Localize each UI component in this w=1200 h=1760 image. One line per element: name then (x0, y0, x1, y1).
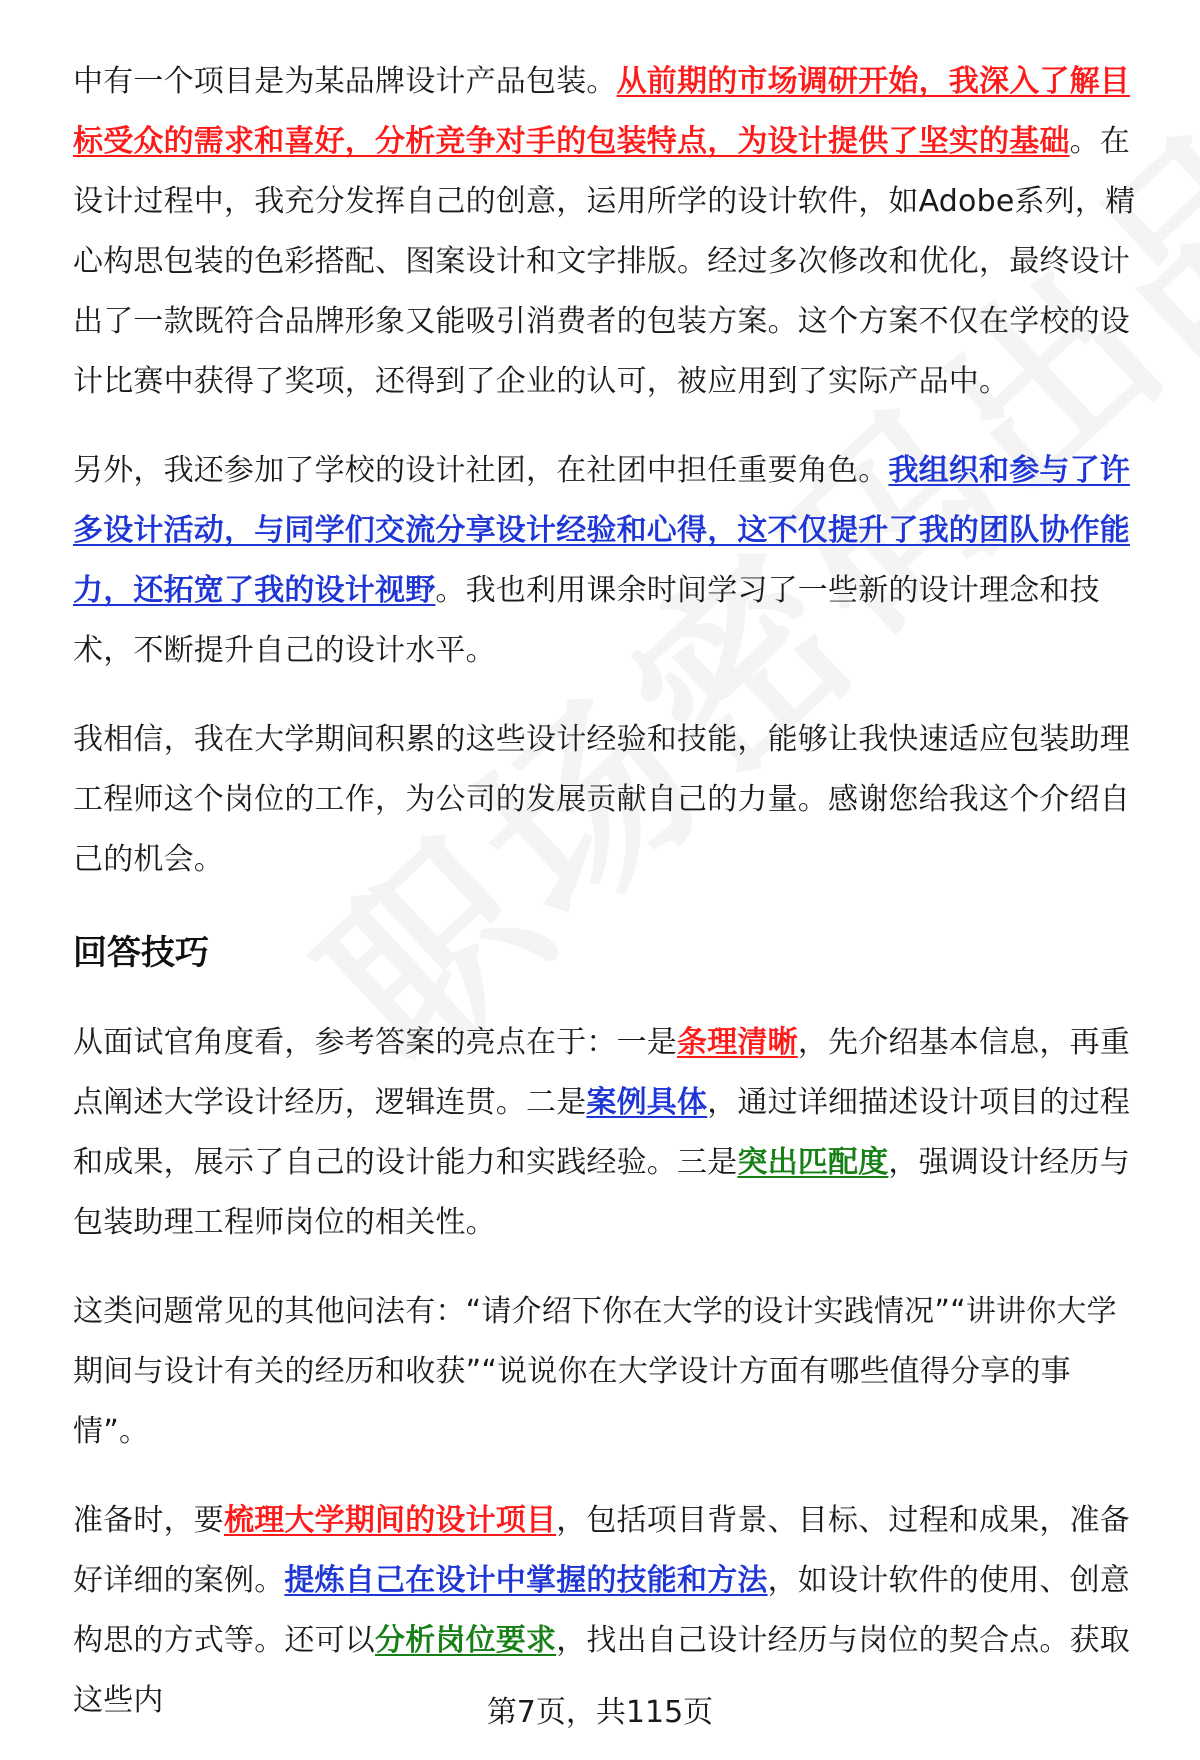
text-segment: 中有一个项目是为某品牌设计产品包装。 (73, 64, 617, 99)
highlight-blue: 提炼自己在设计中掌握的技能和方法 (284, 1563, 768, 1598)
highlight-blue: 我组织和参与了许多设计活动，与同学们交流分享设计经验和心得，这不仅提升了我的团队协作能力，还拓宽了我的设计视野 (73, 453, 1131, 608)
tips-paragraphs (73, 1013, 1145, 1731)
answer-paragraph (73, 710, 1145, 890)
highlight-red: 从前期的市场调研开始，我深入了解目标受众的需求和喜好，分析竞争对手的包装特点，为设计提供了坚实的基础 (73, 64, 1131, 159)
highlight-green: 分析岗位要求 (375, 1623, 557, 1658)
section-title: 回答技巧 (73, 933, 209, 973)
page-content (73, 52, 1145, 1760)
text-segment: ，通过详细描述设计项目的过程和成果，展示了自己的设计能力和实践经验。三是 (73, 1085, 1131, 1180)
page-number-footer: 第7页，共115页 (486, 1695, 714, 1730)
text-segment: ，强调设计经历与包装助理工程师岗位的相关性。 (73, 1145, 1131, 1240)
text-segment: ，包括项目背景、目标、过程和成果，准备好详细的案例。 (73, 1503, 1131, 1598)
highlight-blue: 案例具体 (586, 1085, 708, 1120)
text-segment: ，如设计软件的使用、创意构思的方式等。还可以 (73, 1563, 1131, 1658)
text-segment: ，找出自己设计经历与岗位的契合点。获取这些内 (73, 1623, 1131, 1718)
highlight-red: 条理清晰 (677, 1025, 798, 1060)
text-segment: 这类问题常见的其他问法有：“请介绍下你在大学的设计实践情况”“讲讲你大学期间与设计有关的经历和收获”“说说你在大学设计方面有哪些值得分享的事情”。 (73, 1294, 1117, 1449)
tip-paragraph (73, 1282, 1145, 1462)
highlight-green: 突出匹配度 (737, 1145, 889, 1180)
text-segment: 准备时，要 (73, 1503, 224, 1538)
text-segment: 。我也利用课余时间学习了一些新的设计理念和技术，不断提升自己的设计水平。 (73, 573, 1100, 668)
text-segment: 另外，我还参加了学校的设计社团，在社团中担任重要角色。 (73, 453, 889, 488)
text-segment: 从面试官角度看，参考答案的亮点在于：一是 (73, 1025, 677, 1060)
answer-paragraph (73, 441, 1145, 681)
highlight-red: 梳理大学期间的设计项目 (224, 1503, 557, 1538)
tip-paragraph (73, 1013, 1145, 1253)
answer-paragraphs (73, 52, 1145, 890)
text-segment: ，先介绍基本信息，再重点阐述大学设计经历，逻辑连贯。二是 (73, 1025, 1131, 1120)
text-segment: 我相信，我在大学期间积累的这些设计经验和技能，能够让我快速适应包装助理工程师这个岗位的工作，为公司的发展贡献自己的力量。感谢您给我这个介绍自己的机会。 (73, 722, 1130, 877)
answer-paragraph (73, 52, 1145, 412)
text-segment: 。在设计过程中，我充分发挥自己的创意，运用所学的设计软件，如Adobe系列，精心构思包装的色彩搭配、图案设计和文字排版。经过多次修改和优化，最终设计出了一款既符合品牌形象又能吸引消费者的包装方案。这个方案不仅在学校的设计比赛中获得了奖项，还得到了企业的认可，被应用到了实际产品中。 (73, 124, 1136, 399)
